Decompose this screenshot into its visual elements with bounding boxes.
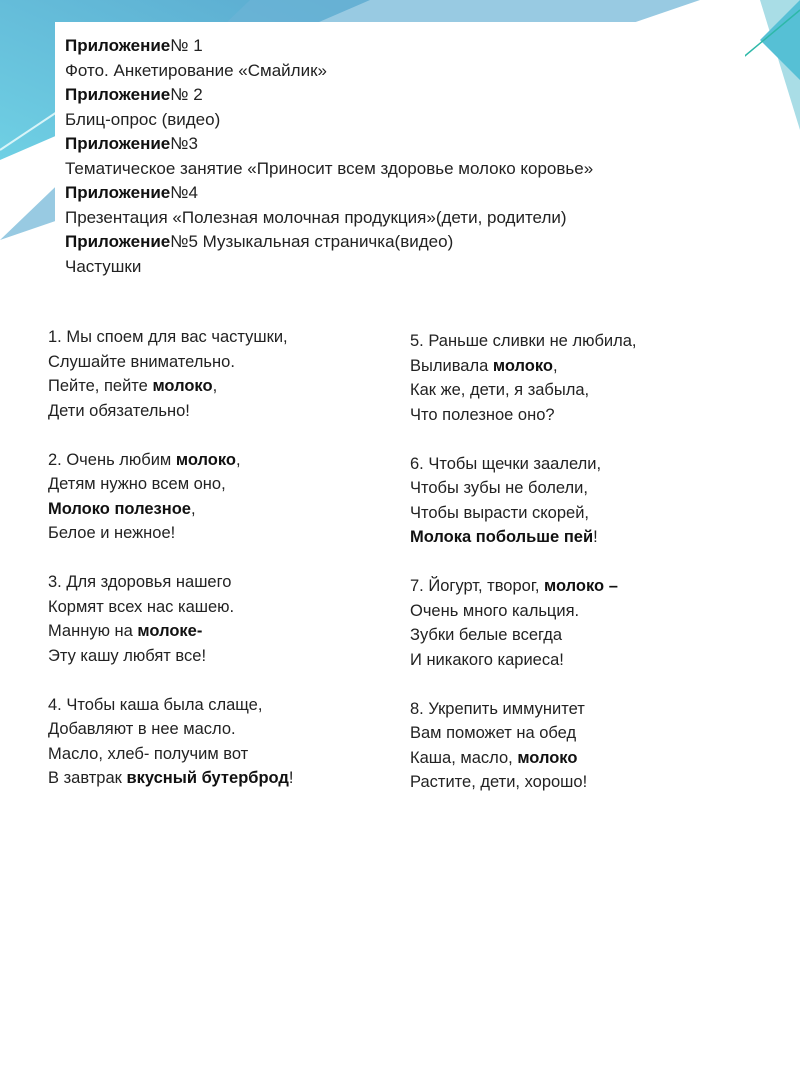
verse-text: Эту кашу любят все! [48, 646, 207, 665]
verse-line [410, 354, 733, 379]
verse-text: 7. Йогурт, творог, [410, 577, 545, 595]
verse-line [410, 697, 733, 722]
verse-text: , [235, 450, 241, 469]
verse-line [410, 574, 733, 599]
stanza [48, 693, 380, 791]
verse-text: Очень много кальция. [410, 601, 580, 620]
verse-text: Растите, дети, хорошо! [410, 773, 588, 791]
verse-text: Детям нужно всем оно, [48, 475, 226, 493]
appendix-text: Блиц-опрос (видео) [65, 109, 221, 129]
verse-text: Белое и нежное! [48, 524, 176, 542]
verse-line [410, 770, 733, 795]
verse-text: 1. Мы споем для вас частушки, [48, 328, 288, 346]
stanza [410, 452, 733, 550]
stanza [48, 570, 380, 668]
verse-text: 3. Для здоровья нашего [48, 573, 232, 591]
verse-text: Слушайте внимательно. [48, 352, 235, 371]
appendix-label: Приложение [65, 134, 171, 153]
appendix-label: Приложение [65, 183, 171, 202]
verse-text: ! [593, 528, 598, 546]
verse-line [48, 595, 380, 620]
verse-line [410, 746, 733, 771]
verse-text: 8. Укрепить иммунитет [410, 699, 585, 718]
verse-text: Пейте, пейте [48, 377, 153, 395]
verse-text: вкусный бутерброд [126, 769, 289, 787]
appendix-label: Приложение [65, 36, 171, 55]
appendix-line [65, 157, 735, 182]
appendix-label: Приложение [65, 85, 171, 104]
appendix-list [55, 22, 745, 290]
appendix-text: Частушки [65, 256, 142, 276]
verse-text: Что полезное оно? [410, 405, 555, 424]
verse-text: И никакого кариеса! [410, 650, 564, 669]
verse-text: , [212, 377, 218, 395]
verse-line [48, 497, 380, 522]
verse-line [410, 329, 733, 354]
verse-line [410, 452, 733, 477]
appendix-line [65, 255, 735, 280]
appendix-text: Фото. Анкетирование «Смайлик» [65, 60, 327, 80]
verse-line [48, 644, 380, 669]
verse-line [48, 374, 380, 399]
verse-text: 6. Чтобы щечки заалели, [410, 454, 602, 473]
verse-text: молоко [175, 450, 236, 469]
verse-text: 4. Чтобы каша была слаще, [48, 695, 263, 714]
verse-text: В завтрак [48, 769, 127, 787]
appendix-num: № 1 [170, 36, 203, 55]
verse-text: Манную на [48, 622, 138, 640]
verse-line [48, 619, 380, 644]
verse-text: Чтобы зубы не болели, [410, 479, 588, 497]
verse-text: Дети обязательно! [48, 401, 190, 420]
appendix-line [65, 206, 735, 231]
appendix-text: Тематическое занятие «Приносит всем здоровье молоко коровье» [65, 158, 594, 178]
verse-line [410, 501, 733, 526]
verse-text: Вам поможет на обед [410, 724, 577, 742]
verse-text: Кормят всех нас кашею. [48, 597, 235, 616]
verse-line [48, 766, 380, 791]
appendix-line [65, 181, 735, 206]
verse-text: ! [288, 769, 294, 787]
stanza [48, 325, 380, 423]
verse-text: Каша, масло, [410, 748, 518, 767]
appendix-line [65, 34, 735, 59]
verse-text: молоке- [137, 622, 203, 640]
verse-line [410, 721, 733, 746]
verse-text: Выливала [410, 356, 493, 375]
verse-text: , [190, 499, 196, 518]
verse-line [48, 521, 380, 546]
verse-text: Молока побольше пей [410, 528, 594, 546]
verse-line [48, 570, 380, 595]
verse-text: 5. Раньше сливки не любила, [410, 332, 637, 350]
verse-line [48, 717, 380, 742]
stanza [410, 697, 733, 795]
verse-text: Молоко полезное [48, 499, 191, 518]
verse-line [410, 378, 733, 403]
verse-line [48, 448, 380, 473]
verse-line [48, 742, 380, 767]
verse-text: Как же, дети, я забыла, [410, 381, 590, 399]
appendix-line [65, 83, 735, 108]
stanza [410, 574, 733, 672]
appendix-num: №4 [170, 183, 198, 202]
verse-text: молоко [517, 748, 578, 767]
verse-line [410, 525, 733, 550]
verse-text: , [552, 356, 558, 375]
verse-text: Чтобы вырасти скорей, [410, 503, 590, 522]
appendix-line [65, 59, 735, 84]
chastushki-left-column [38, 315, 390, 800]
appendix-text: Презентация «Полезная молочная продукция»(дети, родители) [65, 207, 567, 227]
stanza [48, 448, 380, 546]
verse-text: Добавляют в нее масло. [48, 720, 236, 738]
verse-line [48, 472, 380, 497]
verse-line [410, 403, 733, 428]
appendix-line [65, 132, 735, 157]
appendix-label: Приложение [65, 232, 171, 251]
appendix-line [65, 230, 735, 255]
verse-line [48, 350, 380, 375]
verse-text: Зубки белые всегда [410, 626, 563, 644]
verse-line [48, 325, 380, 350]
verse-text: молоко [492, 356, 553, 375]
stanza [410, 329, 733, 427]
verse-line [48, 399, 380, 424]
verse-line [410, 623, 733, 648]
verse-line [410, 648, 733, 673]
verse-text: 2. Очень любим [48, 450, 176, 469]
chastushki-right-column [398, 315, 745, 800]
verse-line [410, 476, 733, 501]
verse-line [410, 599, 733, 624]
appendix-line [65, 108, 735, 133]
verse-text: Масло, хлеб- получим вот [48, 744, 249, 763]
appendix-text: Музыкальная страничка(видео) [197, 232, 454, 251]
appendix-num: №3 [170, 134, 198, 153]
verse-line [48, 693, 380, 718]
appendix-num: № 2 [170, 85, 203, 104]
verse-text: молоко [152, 377, 213, 395]
verse-text: молоко – [544, 577, 618, 595]
appendix-num: №5 [170, 232, 198, 251]
